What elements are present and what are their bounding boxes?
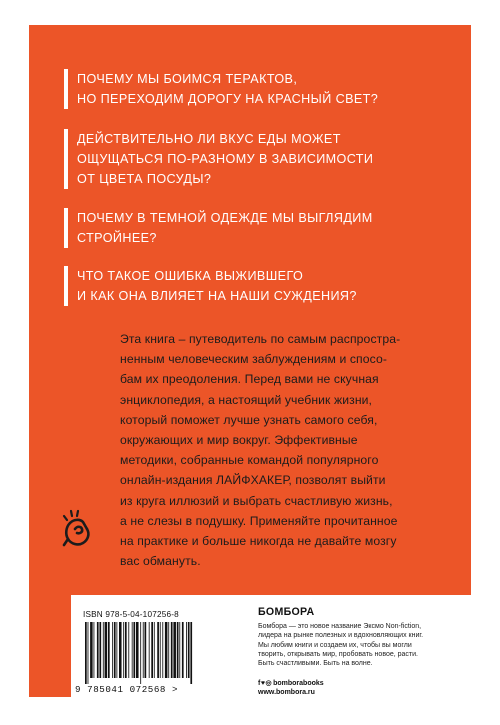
publisher-text-line: Бомбора — это новое название Эксмо Non-fiction, (258, 623, 422, 630)
description-line: окружающих и мир вокруг. Эффективные (120, 433, 358, 448)
question-block (64, 208, 467, 248)
book-description (120, 329, 440, 571)
social-handle-text: bomborabooks (273, 680, 324, 687)
barcode-panel (71, 595, 471, 697)
description-line: Эта книга – путеводитель по самым распростра- (120, 332, 401, 346)
description-line: на практике и больше никогда не давайте мозгу (120, 534, 397, 549)
question-line: СТРОЙНЕЕ? (77, 231, 157, 245)
publisher-text (258, 622, 468, 668)
publisher-text-line: Быть счастливыми. Быть на волне. (258, 660, 373, 668)
question-line: НО ПЕРЕХОДИМ ДОРОГУ НА КРАСНЫЙ СВЕТ? (77, 92, 379, 106)
publisher-website: www.bombora.ru (258, 689, 315, 696)
publisher-text-line: лидера на рынке полезных и вдохновляющих книг. (258, 632, 424, 640)
description-line: методики, собранные командой популярного (120, 453, 379, 468)
question-line: ДЕЙСТВИТЕЛЬНО ЛИ ВКУС ЕДЫ МОЖЕТ (77, 132, 341, 146)
question-block (64, 266, 467, 306)
description-line: онлайн-издания ЛАЙФХАКЕР, позволят выйти (120, 473, 386, 488)
question-line: ПОЧЕМУ МЫ БОИМСЯ ТЕРАКТОВ, (77, 72, 298, 86)
question-line: И КАК ОНА ВЛИЯЕТ НА НАШИ СУЖДЕНИЯ? (77, 289, 357, 303)
description-line: энциклопедия, а настоящий учебник жизни, (120, 392, 373, 407)
snapping-hand-icon (56, 507, 98, 549)
publisher-name: БОМБОРА (258, 606, 315, 618)
social-handle (258, 679, 324, 687)
question-block (64, 69, 467, 109)
book-back-cover (29, 25, 471, 697)
social-icons: f♥◎ (258, 680, 273, 687)
question-line: ОТ ЦВЕТА ПОСУДЫ? (77, 172, 212, 186)
publisher-text-line: Мы любим книги и создаем их, чтобы вы могли (258, 641, 412, 649)
description-line: из круга иллюзий и выбрать счастливую жизнь, (120, 493, 393, 508)
barcode-digits: 9 785041 072568 > (75, 684, 179, 695)
question-block (64, 129, 467, 189)
description-line: который поможет лучше узнать самого себя, (120, 412, 378, 427)
publisher-text-line: творить, открывать мир, пробовать новое, расти. (258, 650, 418, 658)
description-line: вас обмануть. (120, 554, 201, 569)
description-line: а не слезы в подушку. Применяйте прочитанное (120, 513, 398, 528)
barcode-image (81, 622, 241, 684)
question-line: ПОЧЕМУ В ТЕМНОЙ ОДЕЖДЕ МЫ ВЫГЛЯДИМ (77, 211, 373, 225)
question-line: ЧТО ТАКОЕ ОШИБКА ВЫЖИВШЕГО (77, 269, 304, 283)
isbn-label: ISBN 978-5-04-107256-8 (83, 610, 179, 619)
question-line: ОЩУЩАТЬСЯ ПО-РАЗНОМУ В ЗАВИСИМОСТИ (77, 152, 374, 166)
description-line: ненным человеческим заблуждениям и спосо- (120, 352, 387, 367)
description-line: бам их преодоления. Перед вами не скучная (120, 372, 379, 387)
